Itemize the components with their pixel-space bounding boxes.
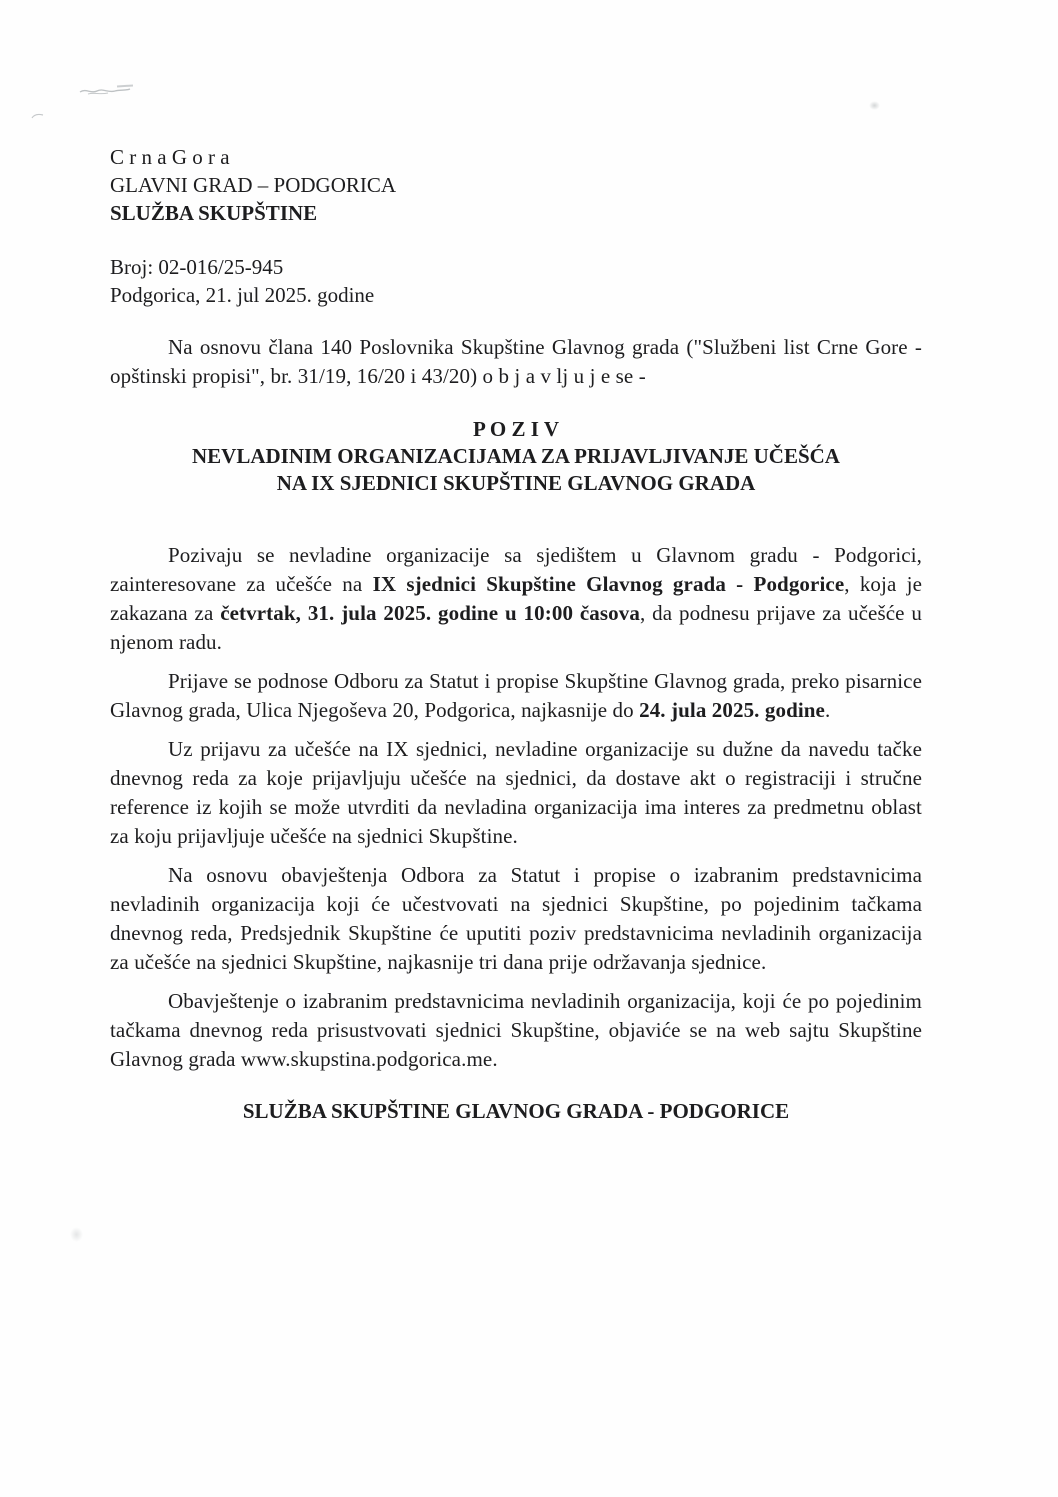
deadline-bold: 24. jula 2025. godine (639, 698, 825, 722)
reference-number: Broj: 02-016/25-945 (110, 255, 284, 279)
invitation-paragraph: Pozivaju se nevladine organizacije sa sjedištem u Glavnom gradu - Podgorici, zainteresovane za učešće na IX sjednici Skupštine Glavnog grada - Podgorice, koja je zakazana za četvrtak, 31. jula 2025. godine u 10:00 časova, da podnesu prijave za učešće u njenom radu. (110, 543, 922, 654)
session-datetime-bold: četvrtak, 31. jula 2025. godine u 10:00 časova (220, 601, 640, 625)
scan-artifact-dash (117, 84, 133, 87)
notice-text: Na osnovu obavještenja Odbora za Statut i propise o izabranim predstavnicima nevladinih organizacija koji će učestvovati na sjednici Skupštine, po pojedinim tačkama dnevnog reda, Predsjednik Skupštine će uputiti poziv predstavnicima nevladinih organizacija za učešće na sjednici Skupštine, najkasnije tri dana prije održavanja sjednice. (110, 863, 922, 974)
submission-text: Prijave se podnose Odboru za Statut i propise Skupštine Glavnog grada, preko pisarnice Glavnog grada, Ulica Njegoševa 20, Podgorica, najkasnije do (110, 669, 922, 722)
session-name-bold: IX sjednici Skupštine Glavnog grada - Podgorice (372, 572, 845, 596)
requirements-paragraph (110, 735, 922, 851)
invitation-text: Pozivaju se nevladine organizacije sa sjedištem u Glavnom gradu - Podgorici, zainteresovane za učešće na (110, 543, 922, 596)
signature-line: SLUŽBA SKUPŠTINE GLAVNOG GRADA - PODGORICE (242, 1099, 790, 1123)
website-url: www.skupstina.podgorica.me (240, 1047, 493, 1071)
letterhead-office: SLUŽBA SKUPŠTINE (110, 201, 318, 225)
submission-paragraph: Prijave se podnose Odboru za Statut i propise Skupštine Glavnog grada, preko pisarnice Glavnog grada, Ulica Njegoševa 20, Podgorica, najkasnije do 24. jula 2025. godine. (110, 669, 922, 722)
letterhead-city: GLAVNI GRAD – PODGORICA (110, 173, 397, 197)
scan-artifact-squiggle (78, 84, 132, 98)
scan-artifact-smudge (70, 1227, 83, 1242)
reference-block (110, 253, 922, 309)
title-addressees: NEVLADINIM ORGANIZACIJAMA ZA PRIJAVLJIVANJE UČEŠĆA (192, 444, 840, 468)
scan-artifact-dot (869, 101, 880, 110)
publication-paragraph: Obavještenje o izabranim predstavnicima nevladinih organizacija, koji će po pojedinim tačkama dnevnog reda prisustvovati sjednici Skupštine, objaviće se na web sajtu Skupštine Glavnog grada www.skupstina.podgorica.me. (110, 989, 922, 1071)
document-content (110, 143, 922, 1125)
notice-paragraph (110, 861, 922, 977)
title-poziv: P O Z I V (473, 417, 559, 441)
letterhead (110, 143, 922, 227)
requirements-text: Uz prijavu za učešće na IX sjednici, nevladine organizacije su dužne da navedu tačke dnevnog reda za koje prijavljuju učešće na sjednici, da dostave akt o registraciji i stručne reference iz kojih se može utvrditi da nevladina organizacija ima interes za predmetnu oblast za koju prijavljuje učešće na sjednici Skupštine. (110, 737, 922, 848)
legal-basis-paragraph (110, 333, 922, 391)
publication-text: Obavještenje o izabranim predstavnicima nevladinih organizacija, koji će po pojedinim tačkama dnevnog reda prisustvovati sjednici Skupštine, objaviće se na web sajtu Skupštine Glavnog grada (110, 989, 922, 1071)
title-session: NA IX SJEDNICI SKUPŠTINE GLAVNOG GRADA (276, 471, 756, 495)
letterhead-country: C r n a G o r a (110, 145, 230, 169)
legal-basis-text: Na osnovu člana 140 Poslovnika Skupštine Glavnog grada ("Službeni list Crne Gore - opštinski propisi", br. 31/19, 16/20 i 43/20) o b j a v lj u j e se - (110, 335, 922, 388)
document-title (110, 416, 922, 497)
reference-place-date: Podgorica, 21. jul 2025. godine (110, 283, 375, 307)
scan-artifact-tick (31, 112, 45, 120)
